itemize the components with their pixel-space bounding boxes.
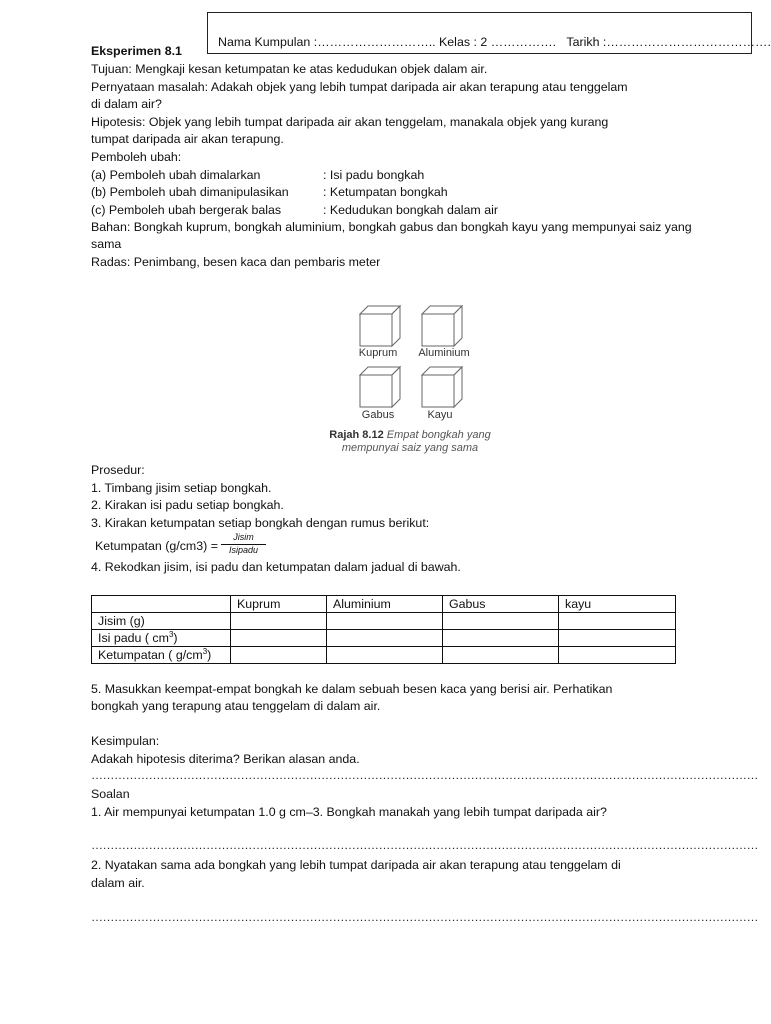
label-aluminium: Aluminium — [418, 347, 470, 359]
procedure-step: 4. Rekodkan jisim, isi padu dan ketumpatan dalam jadual di bawah. — [91, 560, 461, 574]
table-row — [92, 613, 676, 630]
row-label: Isi padu ( $cm^3$) — [92, 630, 231, 647]
table-cell[interactable] — [327, 647, 443, 664]
answer-line[interactable]: ………………………………………………………………………………………………………………………………………………………… — [91, 838, 758, 852]
variables-heading: Pemboleh ubah: — [91, 150, 182, 164]
table-cell[interactable] — [231, 613, 327, 630]
table-cell[interactable] — [327, 613, 443, 630]
label-kuprum: Kuprum — [358, 347, 398, 359]
table-header-cell: Kuprum — [231, 596, 327, 613]
table-header-row — [92, 596, 676, 613]
label-kayu: Kayu — [427, 409, 453, 421]
table-header-cell: kayu — [559, 596, 676, 613]
table-row — [92, 647, 676, 664]
table-cell[interactable] — [443, 630, 559, 647]
variable-value: : Ketumpatan bongkah — [323, 185, 448, 199]
variable-label: (c) Pemboleh ubah bergerak balas — [91, 203, 282, 217]
tarikh-field[interactable]: …………………………………. — [606, 35, 771, 49]
formula-numerator: Jisim — [221, 532, 266, 545]
blocks-illustration — [350, 300, 470, 425]
table-row — [92, 630, 676, 647]
caption-line2: mempunyai saiz yang sama — [341, 442, 479, 454]
conclusion-question: Adakah hipotesis diterima? Berikan alasan anda. — [91, 752, 360, 766]
procedure-heading: Prosedur: — [91, 463, 145, 477]
figure-four-blocks — [350, 300, 470, 425]
table-cell[interactable] — [231, 630, 327, 647]
header-box — [207, 12, 771, 54]
variable-label: (a) Pemboleh ubah dimalarkan — [91, 168, 261, 182]
materials-line2: sama — [91, 237, 122, 251]
table-cell[interactable] — [559, 647, 676, 664]
apparatus-text: Radas: Penimbang, besen kaca dan pembaris meter — [91, 255, 381, 269]
procedure-step: 1. Timbang jisim setiap bongkah. — [91, 481, 272, 495]
tarikh-label: Tarikh : — [566, 35, 607, 49]
header-fields — [218, 35, 771, 49]
answer-line[interactable]: ………………………………………………………………………………………………………………………………………………………… — [91, 768, 758, 782]
answer-line[interactable]: ………………………………………………………………………………………………………………………………………………………… — [91, 910, 758, 924]
variable-label: (b) Pemboleh ubah dimanipulasikan — [91, 185, 289, 199]
problem-statement-line1: Pernyataan masalah: Adakah objek yang lebih tumpat daripada air akan terapung atau tenggelam — [91, 80, 628, 94]
figure-caption — [300, 429, 520, 455]
density-formula-fraction — [221, 532, 266, 556]
question-1: 1. Air mempunyai ketumpatan 1.0 g cm–3. Bongkah manakah yang lebih tumpat daripada air? — [91, 805, 607, 819]
table-cell[interactable] — [327, 630, 443, 647]
question-2-line2: dalam air. — [91, 876, 145, 890]
hypothesis-line1: Hipotesis: Objek yang lebih tumpat daripada air akan tenggelam, manakala objek yang kurang — [91, 115, 609, 129]
procedure-step: 2. Kirakan isi padu setiap bongkah. — [91, 498, 284, 512]
formula-denominator: Isipadu — [228, 545, 259, 555]
nama-kumpulan-field[interactable]: ……………………….. — [317, 35, 440, 49]
table-cell[interactable] — [559, 613, 676, 630]
label-gabus: Gabus — [361, 409, 395, 421]
kelas-label: Kelas : 2 — [439, 35, 488, 49]
formula-lhs: Ketumpatan (g/cm3) = — [95, 539, 218, 553]
row-label: Ketumpatan ( $g/cm^3$) — [92, 647, 231, 664]
variable-value: : Kedudukan bongkah dalam air — [323, 203, 498, 217]
kelas-field[interactable]: ……………. — [487, 35, 560, 49]
table-header-cell: Gabus — [443, 596, 559, 613]
caption-line1: Empat bongkah yang — [383, 429, 491, 441]
cube-gabus — [360, 367, 400, 407]
cube-kuprum — [360, 306, 400, 346]
questions-heading: Soalan — [91, 787, 130, 801]
nama-kumpulan-label: Nama Kumpulan : — [218, 35, 318, 49]
conclusion-heading: Kesimpulan: — [91, 734, 160, 748]
page-title: Eksperimen 8.1 — [91, 44, 182, 58]
results-table — [91, 595, 676, 664]
table-header-cell: Aluminium — [327, 596, 443, 613]
problem-statement-line2: di dalam air? — [91, 97, 162, 111]
cube-kayu — [422, 367, 462, 407]
cube-aluminium — [422, 306, 462, 346]
question-2-line1: 2. Nyatakan sama ada bongkah yang lebih tumpat daripada air akan terapung atau tenggelam di — [91, 858, 621, 872]
table-cell[interactable] — [443, 613, 559, 630]
table-cell[interactable] — [443, 647, 559, 664]
procedure-step5-line1: 5. Masukkan keempat-empat bongkah ke dalam sebuah besen kaca yang berisi air. Perhatikan — [91, 682, 613, 696]
caption-number: Rajah 8.12 — [329, 429, 384, 441]
row-label: Jisim (g) — [92, 613, 231, 630]
procedure-step: 3. Kirakan ketumpatan setiap bongkah dengan rumus berikut: — [91, 516, 430, 530]
table-header-cell — [92, 596, 231, 613]
table-cell[interactable] — [559, 630, 676, 647]
materials-line1: Bahan: Bongkah kuprum, bongkah aluminium, bongkah gabus dan bongkah kayu yang mempunyai saiz yang — [91, 220, 692, 234]
procedure-step5-line2: bongkah yang terapung atau tenggelam di dalam air. — [91, 699, 381, 713]
variable-value: : Isi padu bongkah — [323, 168, 425, 182]
aim-text: Tujuan: Mengkaji kesan ketumpatan ke atas kedudukan objek dalam air. — [91, 62, 488, 76]
hypothesis-line2: tumpat daripada air akan terapung. — [91, 132, 284, 146]
table-cell[interactable] — [231, 647, 327, 664]
